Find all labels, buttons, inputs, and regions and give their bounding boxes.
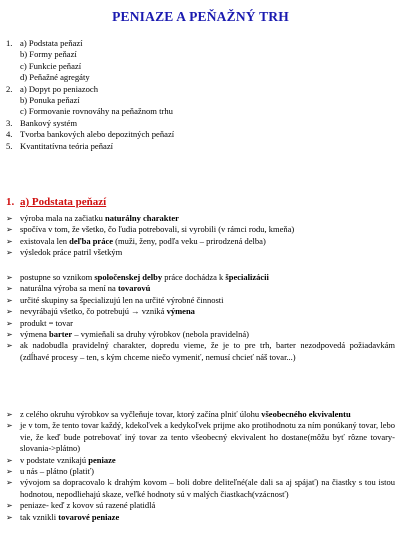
table-of-contents xyxy=(6,38,174,152)
toc-item-label: Kvantitatívna teória peňazí xyxy=(20,140,114,151)
arrow-bullet-icon: ➢ xyxy=(6,214,13,223)
arrow-bullet-icon: ➢ xyxy=(6,467,13,477)
list-item xyxy=(6,247,395,258)
arrow-bullet-icon: ➢ xyxy=(6,455,13,465)
section-heading xyxy=(6,196,106,208)
bullet-list-c xyxy=(6,409,395,523)
arrow-bullet-icon: ➢ xyxy=(6,273,13,282)
list-item-text: výsledok práce patril všetkým xyxy=(20,247,123,258)
list-item-text: naturálna výroba sa mení na xyxy=(20,283,118,294)
list-item-text: z celého okruhu výrobkov sa vyčleňuje tovar, ktorý začína plniť úlohu xyxy=(20,409,262,419)
list-item-text: postupne so vznikom xyxy=(20,272,95,282)
toc-item xyxy=(6,129,174,140)
toc-item-label: Tvorba bankových alebo depozitných peňazí xyxy=(20,129,175,140)
arrow-bullet-icon: ➢ xyxy=(6,501,13,511)
list-item xyxy=(6,236,395,247)
toc-item-label: d) Peňažné agregáty xyxy=(20,72,90,83)
toc-item xyxy=(6,61,174,72)
list-item-text: ak nadobudla pravidelný charakter, dopredu vieme, že je to pre trh, barter nezodpovedá požiadavkám (zdĺhavé procesy – ten, s kým chceme niečo vymeniť, nemusí chcieť náš tovar...) xyxy=(20,340,395,362)
toc-item xyxy=(6,49,174,60)
list-item xyxy=(6,409,395,420)
list-item-text: určité skupiny sa špecializujú len na určité výrobné činnosti xyxy=(20,294,224,305)
arrow-bullet-icon: ➢ xyxy=(6,284,13,294)
arrow-bullet-icon: ➢ xyxy=(6,512,13,522)
list-item-emphasis: tovarovú xyxy=(117,283,151,294)
list-item-text: u nás – plátno (platiť) xyxy=(20,466,94,477)
arrow-bullet-icon: ➢ xyxy=(6,236,13,246)
list-item xyxy=(6,318,395,329)
arrow-bullet-icon: ➢ xyxy=(6,295,13,305)
toc-item-number: 1. xyxy=(6,38,13,48)
toc-item-number: 4. xyxy=(6,129,13,140)
list-item-emphasis: spoločenskej delby xyxy=(94,272,163,282)
arrow-bullet-icon: ➢ xyxy=(6,330,13,340)
list-item-emphasis: peniaze xyxy=(88,454,116,465)
list-item-text: v podstate vznikajú xyxy=(20,454,89,465)
list-item-text: výmena xyxy=(20,329,50,340)
toc-item xyxy=(6,95,174,106)
arrow-bullet-icon: ➢ xyxy=(6,318,13,328)
arrow-bullet-icon: ➢ xyxy=(6,410,13,419)
list-item-emphasis: všeobecného ekvivalentu xyxy=(261,409,351,419)
list-item xyxy=(6,466,395,477)
list-item-emphasis: deľba práce xyxy=(69,235,113,246)
toc-item xyxy=(6,106,174,117)
list-item xyxy=(6,224,395,235)
list-item-text: produkt = tovar xyxy=(20,317,73,328)
list-item-text: existovala len xyxy=(20,235,70,246)
arrow-bullet-icon: ➢ xyxy=(6,478,13,488)
list-item-emphasis: špecializácii xyxy=(225,272,269,282)
toc-item-number: 2. xyxy=(6,83,13,94)
list-item-emphasis: barter xyxy=(49,329,73,340)
toc-item xyxy=(6,118,174,129)
toc-item-label: b) Formy peňazí xyxy=(20,49,77,60)
list-item xyxy=(6,420,395,454)
list-item-text: je v tom, že tento tovar každý, kdekoľvek a kedykoľvek prijme ako protihodnotu za ním ponúkaný tovar, lebo vie, že keď bude potrebovať iný tovar za tento všeobecný ekvivalent ho dostane(môžu byť rôzne tovary-slovania->plátno) xyxy=(20,420,395,454)
list-item xyxy=(6,306,395,317)
toc-item-label: c) Funkcie peňazí xyxy=(20,60,82,71)
bullet-list-a xyxy=(6,213,395,259)
arrow-bullet-icon: ➢ xyxy=(6,248,13,258)
list-item-text: nevyrábajú všetko, čo potrebujú → vzniká xyxy=(20,306,167,317)
list-item-text: tak vznikli xyxy=(20,511,59,522)
list-item-emphasis: tovarové peniaze xyxy=(58,511,120,522)
section-number: 1. xyxy=(6,196,15,208)
list-item xyxy=(6,512,395,523)
list-item-emphasis: výmena xyxy=(166,306,195,317)
list-item-emphasis: naturálny charakter xyxy=(104,213,179,223)
section-title: a) Podstata peňazí xyxy=(20,196,107,208)
list-item-text: výroba mala na začiatku xyxy=(20,213,105,223)
list-item xyxy=(6,329,395,340)
arrow-bullet-icon: ➢ xyxy=(6,225,13,235)
toc-item xyxy=(6,38,174,49)
list-item xyxy=(6,477,395,500)
toc-item xyxy=(6,72,174,83)
page-title: PENIAZE A PEŇAŽNÝ TRH xyxy=(112,9,289,24)
list-item-text: peniaze- keď z kovov sú razené platidlá xyxy=(20,500,156,511)
toc-item-number: 3. xyxy=(6,117,13,128)
list-item xyxy=(6,295,395,306)
list-item xyxy=(6,340,395,363)
bullet-list-b xyxy=(6,272,395,363)
list-item-text: práce dochádza k xyxy=(162,272,226,282)
arrow-bullet-icon: ➢ xyxy=(6,341,13,351)
toc-item-label: a) Dopyt po peniazoch xyxy=(20,83,99,94)
list-item xyxy=(6,213,395,224)
list-item xyxy=(6,500,395,511)
list-item-text: vývojom sa dopracovalo k drahým kovom – boli dobre deliteľné(ale dali sa aj spájať) na čiastky s tou istou hodnotou, nepodliehajú skaze, veľké hodnoty sú v malých čiastkach(vzácnosť) xyxy=(20,477,395,499)
list-item xyxy=(6,455,395,466)
toc-item-label: a) Podstata peňazí xyxy=(20,38,83,48)
list-item-text: spočíva v tom, že všetko, čo ľudia potrebovali, si vyrobili (v rámci rodu, kmeňa) xyxy=(20,224,295,235)
list-item xyxy=(6,272,395,283)
toc-item-label: c) Formovanie rovnováhy na peňažnom trhu xyxy=(20,106,173,117)
arrow-bullet-icon: ➢ xyxy=(6,307,13,317)
toc-item-number: 5. xyxy=(6,140,13,151)
toc-item-label: Bankový systém xyxy=(20,117,78,128)
list-item-text: – vymieňali sa druhy výrobkov (nebola pravidelná) xyxy=(72,329,249,340)
toc-item xyxy=(6,84,174,95)
toc-item-label: b) Ponuka peňazí xyxy=(20,95,80,106)
list-item xyxy=(6,283,395,294)
list-item-text: (muži, ženy, podľa veku – prirodzená delba) xyxy=(113,235,266,246)
toc-item xyxy=(6,141,174,152)
arrow-bullet-icon: ➢ xyxy=(6,421,13,431)
